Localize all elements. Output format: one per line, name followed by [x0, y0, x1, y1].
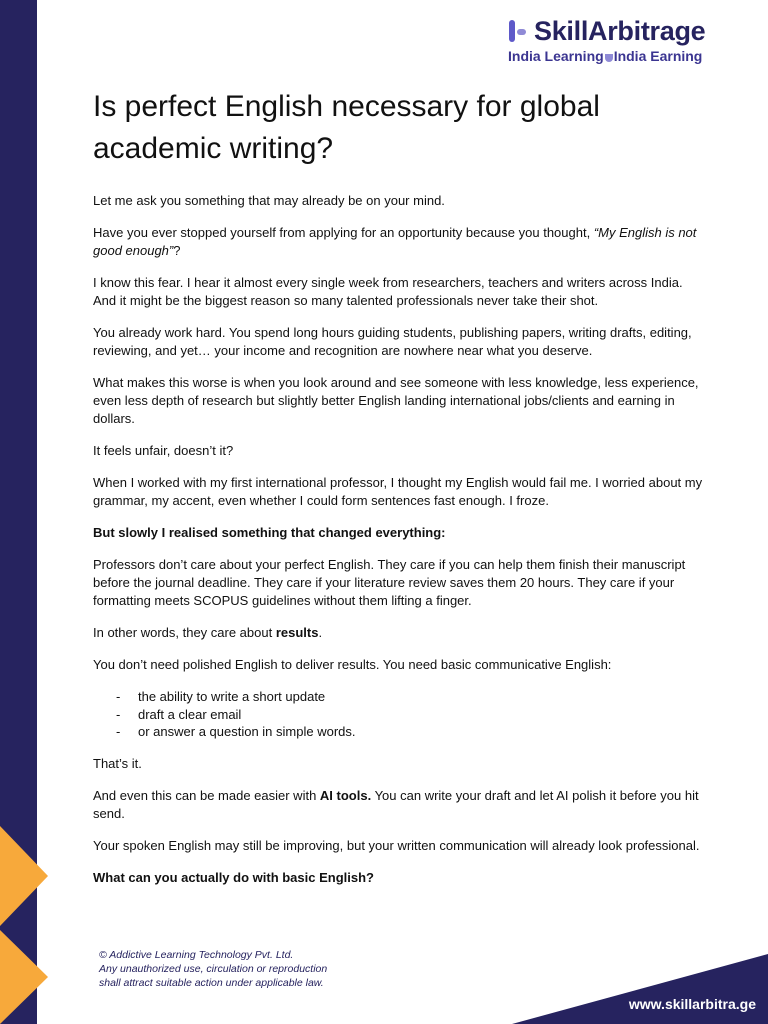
paragraph-10 — [93, 624, 705, 642]
paragraph-8-bold — [93, 524, 705, 542]
paragraph-9: Professors don’t care about your perfect English. They care if you can help them finish their manuscript before the journal deadline. They care if your literature review saves them 20 hours. They care if your formatting meets SCOPUS guidelines without them lifting a finger. — [93, 557, 686, 608]
paragraph-15-bold — [93, 869, 705, 887]
paragraph-13-text: And even this can be made easier with — [93, 787, 320, 803]
paragraph-12: That’s it. — [93, 755, 142, 771]
paragraph-11: You don’t need polished English to deliver results. You need basic communicative English: — [93, 657, 612, 672]
list-item — [93, 688, 705, 706]
paragraph-8-text: But slowly I realised something that changed everything: — [93, 525, 446, 540]
copyright-line-3: shall attract suitable action under applicable law. — [99, 977, 324, 989]
orange-triangle-upper — [0, 826, 50, 926]
bullet-list — [93, 688, 705, 741]
tagline-separator-icon — [605, 54, 613, 62]
paragraph-13-end: You can write your draft and let AI polish it before you hit send. — [93, 787, 699, 821]
paragraph-2 — [93, 224, 705, 260]
tagline-left: India Learning — [508, 48, 604, 64]
paragraph-2-quote: “My English is not good enough” — [93, 225, 697, 258]
logo-mark-icon — [508, 16, 530, 46]
bullet-dash: - — [116, 689, 121, 704]
list-item-text: draft a clear email — [138, 706, 242, 722]
article — [93, 86, 705, 901]
tagline-right: India Earning — [613, 48, 703, 64]
paragraph-6: It feels unfair, doesn’t it? — [93, 443, 234, 458]
bullet-dash: - — [116, 706, 121, 722]
paragraph-1: Let me ask you something that may already be on your mind. — [93, 193, 445, 208]
list-item — [93, 723, 705, 741]
paragraph-2-text: Have you ever stopped yourself from applying for an opportunity because you thought, — [93, 225, 594, 240]
paragraph-15-text: What can you actually do with basic English? — [93, 869, 374, 885]
brand-name: SkillArbitrage — [534, 15, 706, 46]
paragraph-2-end: ? — [173, 243, 181, 258]
brand-tagline — [508, 48, 748, 64]
copyright-line-2: Any unauthorized use, circulation or reproduction — [99, 963, 328, 975]
paragraph-4: You already work hard. You spend long hours guiding students, publishing papers, writing drafts, editing, reviewing, and yet… your income and recognition are nowhere near what you deserve. — [93, 325, 692, 358]
paragraph-10-text: In other words, they care about — [93, 625, 276, 640]
orange-triangle-lower — [0, 930, 50, 1024]
paragraph-5: What makes this worse is when you look around and see someone with less knowledge, less experience, even less depth of research but slightly better English landing international jobs/clients and earning in dollars. — [93, 375, 699, 426]
brand-logo — [508, 14, 748, 64]
paragraph-14: Your spoken English may still be improving, but your written communication will already look professional. — [93, 837, 700, 853]
website-link[interactable]: www.skillarbitra.ge — [628, 996, 756, 1012]
paragraph-7: When I worked with my first international professor, I thought my English would fail me. I worried about my grammar, my accent, even whether I could form sentences fast enough. I froze. — [93, 475, 703, 508]
list-item-text: the ability to write a short update — [138, 689, 326, 704]
paragraph-3: I know this fear. I hear it almost every single week from researchers, teachers and writers across India. And it might be the biggest reason so many talented professionals never take their shot. — [93, 275, 683, 308]
copyright-notice — [99, 948, 327, 990]
paragraph-10-end: . — [318, 625, 323, 640]
list-item-text: or answer a question in simple words. — [138, 724, 356, 739]
corner-band — [512, 954, 768, 1024]
paragraph-10-bold: results — [275, 625, 319, 640]
paragraph-13-bold: AI tools. — [319, 787, 372, 803]
bullet-dash: - — [116, 724, 121, 739]
copyright-line-1: © Addictive Learning Technology Pvt. Ltd. — [99, 949, 294, 961]
paragraph-13 — [93, 787, 705, 823]
list-item — [93, 706, 705, 724]
article-title: Is perfect English necessary for global academic writing? — [93, 90, 600, 165]
